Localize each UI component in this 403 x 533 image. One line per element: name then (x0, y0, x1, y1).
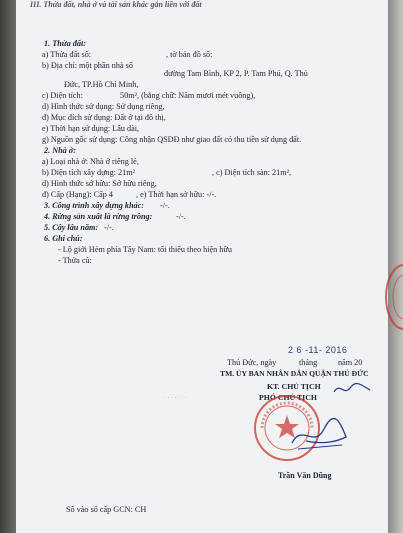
initial-signature (332, 380, 372, 398)
map-sheet: , tờ bản đồ số: (166, 50, 213, 59)
date-month: tháng (299, 358, 318, 367)
registry-number: Số vào sổ cấp GCN: CH (66, 505, 147, 514)
section2-heading: 2. Nhà ở: (44, 146, 76, 155)
signer-role: PHÓ CHỦ TỊCH (259, 393, 317, 402)
usage-origin: g) Nguồn gốc sử dụng: Công nhận QSDĐ như giao đất có thu tiền sử dụng đất. (42, 135, 302, 144)
signing-organization: TM. ỦY BAN NHÂN DÂN QUẬN THỦ ĐỨC (220, 369, 369, 378)
handwritten-date: 2 6 -11- 2016 (288, 345, 348, 355)
section4-heading: 4. Rừng sản xuất là rừng trồng: (44, 212, 153, 221)
photo-edge-left (0, 0, 16, 533)
edge-stamp (380, 262, 403, 332)
ownership-term: , e) Thời hạn sở hữu: -/-. (136, 190, 217, 199)
ownership-form: d) Hình thức sở hữu: Sở hữu riêng, (42, 179, 157, 188)
area-value: 50m², (bằng chữ: Năm mươi mét vuông), (120, 91, 256, 100)
section1-heading: 1. Thửa đất: (44, 39, 86, 48)
section3-value: -/-. (160, 201, 170, 210)
section6-heading: 6. Ghi chú: (44, 234, 83, 243)
certificate-page (16, 0, 388, 533)
construction-area: b) Diện tích xây dựng: 21m² (42, 168, 136, 177)
section5-heading: 5. Cây lâu năm: (44, 223, 99, 232)
date-year: năm 20 (338, 358, 363, 367)
house-type: a) Loại nhà ở: Nhà ở riêng lẻ, (42, 157, 139, 166)
section3-heading: 3. Công trình xây dựng khác: (44, 201, 144, 210)
area-label: c) Diện tích: (42, 91, 83, 100)
bleed-through-text: . . . . . . . (164, 392, 187, 400)
signer-kt: KT. CHỦ TỊCH (267, 382, 321, 391)
address-city: Đức, TP.Hồ Chí Minh, (64, 80, 139, 89)
signer-name: Trần Văn Dũng (278, 471, 332, 480)
floor-area: , c) Diện tích sàn: 21m², (212, 168, 292, 177)
note-line1: - Lộ giới Hẻm phía Tây Nam: tối thiểu theo hiện hữu (58, 245, 232, 254)
usage-form: d) Hình thức sử dụng: Sử dụng riêng, (42, 102, 165, 111)
section5-value: -/-. (104, 223, 114, 232)
official-signature (284, 415, 354, 455)
section-header: III. Thửa đất, nhà ở và tài sản khác gắn liền với đất (30, 0, 202, 9)
date-place: Thủ Đức, ngày (227, 358, 277, 367)
note-line2: - Thửa cũ: (58, 256, 92, 265)
address-label: b) Địa chỉ: một phần nhà số (42, 61, 133, 70)
parcel-number: a) Thửa đất số: (42, 50, 92, 59)
house-grade: đ) Cấp (Hạng): Cấp 4 (42, 190, 113, 199)
section4-value: -/-. (176, 212, 186, 221)
usage-term: e) Thời hạn sử dụng: Lâu dài, (42, 124, 140, 133)
address-street: đường Tam Bình, KP 2, P. Tam Phú, Q. Thủ (164, 69, 308, 78)
usage-purpose: đ) Mục đích sử dụng: Đất ở tại đô thị, (42, 113, 166, 122)
